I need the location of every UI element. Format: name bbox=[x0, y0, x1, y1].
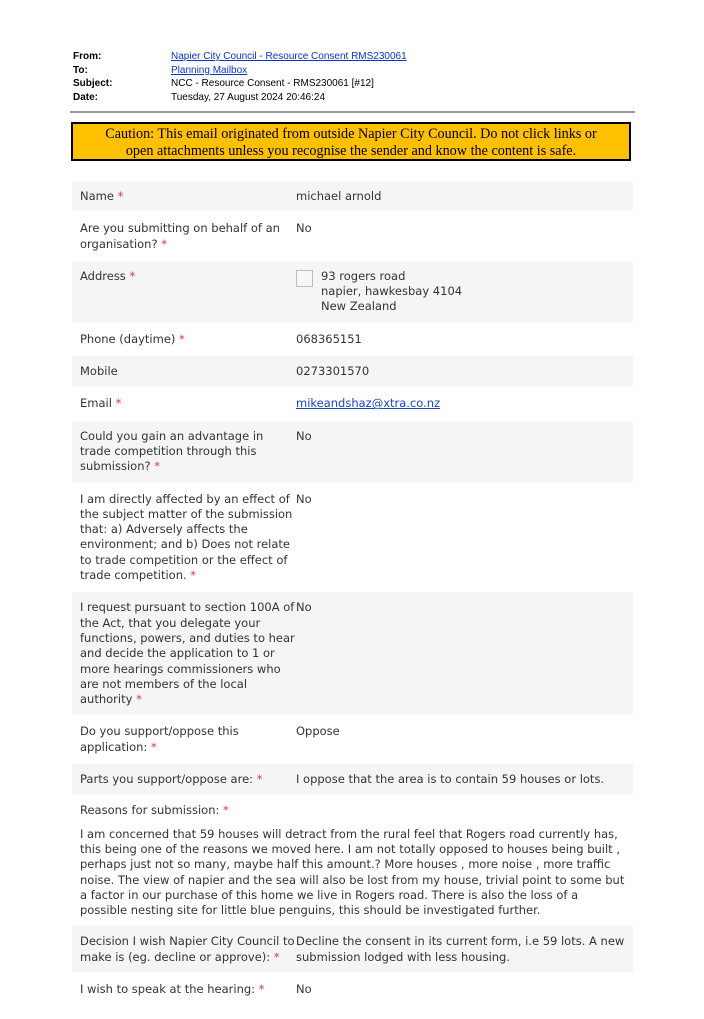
required-mark: * bbox=[154, 459, 160, 474]
row-trade-advantage bbox=[72, 421, 633, 482]
date-value: Tuesday, 27 August 2024 20:46:24 bbox=[171, 91, 326, 103]
required-mark: * bbox=[179, 331, 185, 346]
map-placeholder-icon bbox=[296, 270, 313, 287]
row-section-100a bbox=[72, 592, 633, 714]
speak-label: I wish to speak at the hearing: * bbox=[80, 981, 265, 996]
phone-value: 068365151 bbox=[296, 331, 362, 346]
row-phone bbox=[72, 324, 633, 354]
organisation-value: No bbox=[296, 221, 312, 236]
date-label: Date: bbox=[73, 91, 99, 103]
required-mark: * bbox=[273, 949, 280, 964]
name-label: Name * bbox=[80, 189, 124, 203]
organisation-label: Are you submitting on behalf of an organisation? * bbox=[80, 221, 280, 251]
required-mark: * bbox=[223, 803, 229, 818]
row-organisation bbox=[72, 213, 633, 259]
required-mark: * bbox=[190, 568, 197, 583]
required-mark: * bbox=[117, 189, 124, 203]
section-100a-label: I request pursuant to section 100A of the Act, that you delegate your functions, powers, and duties to hear and decide the application to 1 or more hearings commissioners who are not members of the local authority * bbox=[80, 600, 295, 707]
address-label: Address * bbox=[80, 268, 136, 283]
address-line-1: 93 rogers road bbox=[321, 268, 406, 283]
address-line-3: New Zealand bbox=[321, 299, 397, 314]
row-parts bbox=[72, 764, 633, 794]
reasons-body bbox=[72, 823, 633, 927]
caution-line-2: open attachments unless you recognise the sender and know the content is safe. bbox=[125, 143, 577, 159]
directly-affected-label: I am directly affected by an effect of the subject matter of the submission that: a) Adversely affects the environment; and b) Does not relate to trade competition or the effect of trade competition. * bbox=[80, 491, 293, 583]
header-date bbox=[73, 91, 407, 105]
address-value bbox=[296, 269, 625, 315]
from-label: From: bbox=[73, 51, 102, 62]
row-name bbox=[72, 181, 633, 211]
address-line-2: napier, hawkesbay 4104 bbox=[321, 284, 463, 299]
from-link[interactable]: Napier City Council - Resource Consent RMS230061 bbox=[171, 51, 407, 62]
support-oppose-value: Oppose bbox=[296, 724, 340, 739]
required-mark: * bbox=[136, 692, 142, 707]
trade-advantage-label: Could you gain an advantage in trade competition through this submission? * bbox=[80, 428, 264, 474]
support-oppose-label: Do you support/oppose this application: * bbox=[80, 724, 239, 754]
row-address bbox=[72, 261, 633, 322]
required-mark: * bbox=[129, 268, 136, 283]
caution-line-1: Caution: This email originated from outside Napier City Council. Do not click links or bbox=[105, 126, 597, 142]
row-email bbox=[72, 388, 633, 418]
row-directly-affected bbox=[72, 484, 633, 591]
parts-label: Parts you support/oppose are: * bbox=[80, 772, 263, 787]
reasons-label: Reasons for submission: * bbox=[80, 803, 229, 818]
directly-affected-value: No bbox=[296, 491, 312, 506]
header-to bbox=[73, 64, 407, 78]
section-100a-value: No bbox=[296, 600, 312, 615]
caution-banner bbox=[71, 122, 631, 161]
submission-form bbox=[72, 181, 633, 1006]
row-decision bbox=[72, 926, 633, 972]
header-divider bbox=[70, 111, 635, 113]
parts-value: I oppose that the area is to contain 59 houses or lots. bbox=[296, 772, 605, 787]
reasons-text: I am concerned that 59 houses will detract from the rural feel that Rogers road currently has, this being one of the reasons we moved here. I am not totally opposed to houses being built , perhaps just not so many, maybe half this amount.? More houses , more noise , more traffic noise. The view of napier and the sea will also be lost from my house, trivial point to some but a factor in our purchase of this home we live in Rogers road. There is also the loss of a possible nesting site for little blue penguins, this should be investigated further. bbox=[80, 826, 625, 918]
required-mark: * bbox=[256, 772, 263, 787]
required-mark: * bbox=[115, 396, 122, 411]
subject-value: NCC - Resource Consent - RMS230061 [#12] bbox=[171, 78, 374, 89]
reasons-section bbox=[72, 796, 633, 822]
decision-label: Decision I wish Napier City Council to make is (eg. decline or approve): * bbox=[80, 934, 295, 964]
to-link[interactable]: Planning Mailbox bbox=[171, 64, 248, 76]
trade-advantage-value: No bbox=[296, 428, 312, 443]
header-subject bbox=[73, 77, 407, 91]
row-mobile bbox=[72, 356, 633, 386]
decision-value: Decline the consent in its current form, i.e 59 lots. A new submission lodged with less housing. bbox=[296, 934, 625, 964]
required-mark: * bbox=[150, 739, 157, 754]
row-speak bbox=[72, 974, 633, 1004]
subject-label: Subject: bbox=[73, 78, 113, 89]
row-support-oppose bbox=[72, 716, 633, 762]
email-header bbox=[73, 50, 407, 104]
mobile-label: Mobile bbox=[80, 364, 118, 379]
required-mark: * bbox=[258, 981, 265, 996]
speak-value: No bbox=[296, 981, 312, 996]
email-label: Email * bbox=[80, 396, 122, 411]
phone-label: Phone (daytime) * bbox=[80, 331, 185, 346]
header-from bbox=[73, 50, 407, 64]
email-link[interactable]: mikeandshaz@xtra.co.nz bbox=[296, 396, 441, 411]
mobile-value: 0273301570 bbox=[296, 364, 370, 379]
to-label: To: bbox=[73, 64, 88, 76]
name-value: michael arnold bbox=[296, 189, 382, 203]
required-mark: * bbox=[161, 236, 167, 251]
